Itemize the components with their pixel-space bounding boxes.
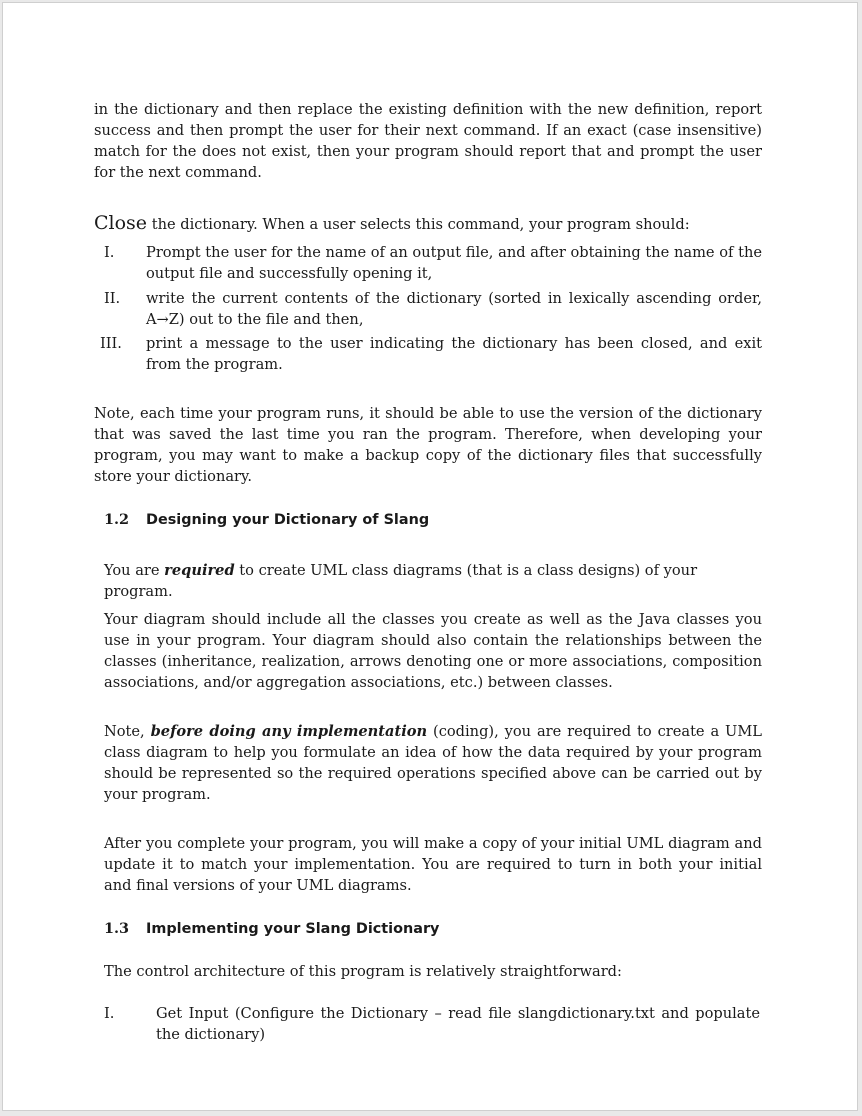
paragraph-replace-definition: in the dictionary and then replace the existing definition with the new definition, report success and then prompt the user for their next command. If an exact (case insensitive) match for the does not exist, then your program should report that and prompt the user for the next command. bbox=[94, 101, 762, 181]
close-steps-list bbox=[94, 242, 762, 372]
required-emphasis: required bbox=[164, 562, 235, 579]
paragraph-required-uml: You are required to create UML class diagrams (that is a class designs) of your program. bbox=[104, 562, 698, 600]
list-item-text: print a message to the user indicating the dictionary has been closed, and exit from the program. bbox=[146, 335, 762, 373]
section-title: Implementing your Slang Dictionary bbox=[146, 921, 440, 937]
implementation-steps-list bbox=[104, 1003, 762, 1053]
close-description: the dictionary. When a user selects this command, your program should: bbox=[147, 216, 690, 233]
close-command-intro bbox=[94, 213, 762, 235]
paragraph-diagram-contents: Your diagram should include all the classes you create as well as the Java classes you use in your program. Your diagram should also contain the relationships between the classes (inheritance, realization, arrows denoting one or more associations, composition associations, and/or aggregation associations, etc.) between classes. bbox=[104, 611, 762, 691]
paragraph-note-before-implementation: Note, before doing any implementation (coding), you are required to create a UML class diagram to help you formulate an idea of how the data required by your program should be represented so the required operations specified above can be carried out by your program. bbox=[104, 723, 762, 803]
list-number: II. bbox=[104, 290, 121, 307]
section-title: Designing your Dictionary of Slang bbox=[146, 512, 430, 528]
list-item-text: Get Input (Configure the Dictionary – read file slangdictionary.txt and populate the dictionary) bbox=[156, 1005, 760, 1043]
section-heading-1-2 bbox=[104, 511, 429, 528]
list-item-text: Prompt the user for the name of an output file, and after obtaining the name of the output file and successfully opening it, bbox=[146, 244, 762, 282]
paragraph-after-complete: After you complete your program, you will make a copy of your initial UML diagram and update it to match your implementation. You are required to turn in both your initial and final versions of your UML diagrams. bbox=[104, 835, 762, 894]
paragraph-note-saved-version: Note, each time your program runs, it should be able to use the version of the dictionary that was saved the last time you ran the program. Therefore, when developing your program, you may want to make a backup copy of the dictionary files that successfully store your dictionary. bbox=[94, 405, 762, 485]
paragraph-control-architecture: The control architecture of this program is relatively straightforward: bbox=[104, 963, 622, 980]
list-number: III. bbox=[100, 335, 122, 352]
list-number: I. bbox=[104, 1005, 115, 1022]
section-number: 1.2 bbox=[104, 511, 130, 528]
section-number: 1.3 bbox=[104, 920, 130, 937]
before-implementation-emphasis: before doing any implementation bbox=[150, 723, 428, 740]
section-heading-1-3 bbox=[104, 920, 439, 937]
close-keyword: Close bbox=[94, 212, 148, 234]
list-item-text: write the current contents of the dictionary (sorted in lexically ascending order, A→Z) out to the file and then, bbox=[146, 290, 762, 328]
list-number: I. bbox=[104, 244, 115, 261]
